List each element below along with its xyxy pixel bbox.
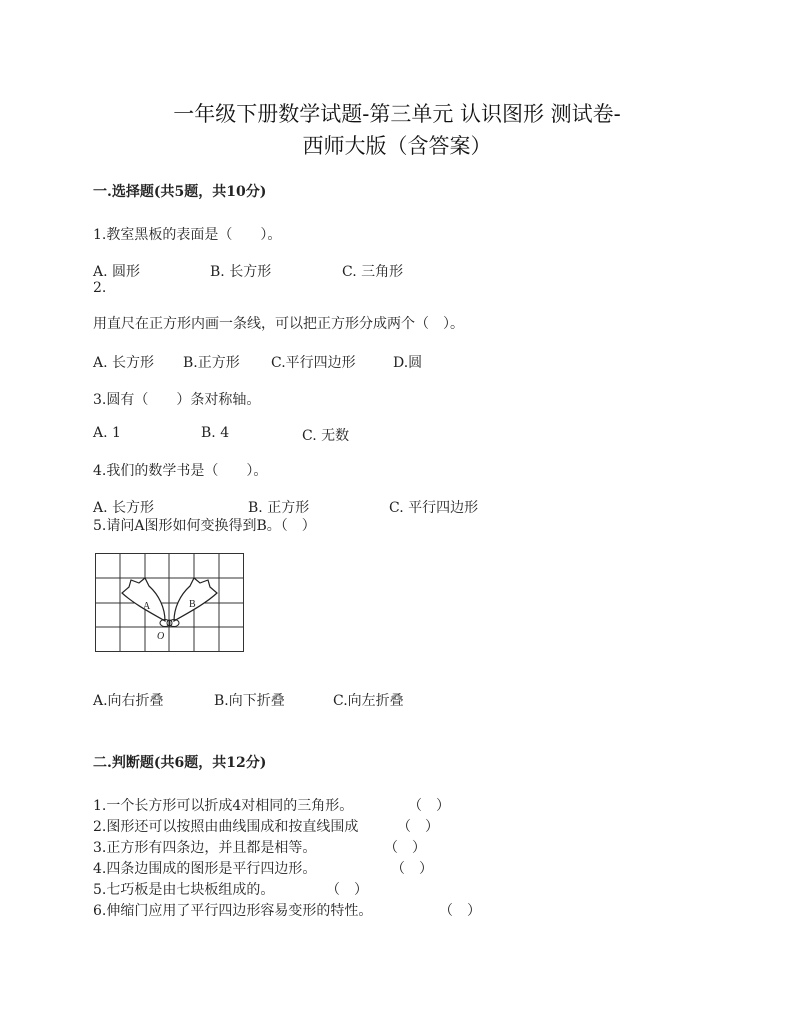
question-2-option-d: D.圆 <box>393 355 423 371</box>
question-1-option-a: A. 圆形 <box>93 264 141 280</box>
question-1-option-b: B. 长方形 <box>210 264 272 280</box>
grid-lines <box>96 554 244 652</box>
question-2-option-b: B.正方形 <box>183 355 240 371</box>
question-2-option-c: C.平行四边形 <box>271 355 356 371</box>
judge-item-3-blank: （ ） <box>384 840 426 856</box>
petal-a-shape <box>122 578 165 621</box>
question-3-stem: 3.圆有（ ）条对称轴。 <box>93 392 261 408</box>
section1-heading: 一.选择题(共5题，共10分) <box>93 184 267 200</box>
judge-item-5-text: 5.七巧板是由七块板组成的。 <box>93 882 275 898</box>
judge-item-1-blank: （ ） <box>408 798 450 814</box>
question-3-option-a: A. 1 <box>93 425 121 441</box>
section2-heading: 二.判断题(共6题，共12分) <box>93 755 267 771</box>
question-4-stem: 4.我们的数学书是（ ）。 <box>93 463 268 479</box>
question-5-option-c: C.向左折叠 <box>333 693 404 709</box>
document-title-line1: 一年级下册数学试题-第三单元 认识图形 测试卷- <box>173 102 621 126</box>
question-4-option-c: C. 平行四边形 <box>389 500 479 516</box>
question-2-option-a: A. 长方形 <box>93 355 155 371</box>
document-title-line2: 西师大版（含答案） <box>302 134 492 158</box>
question-5-option-b: B.向下折叠 <box>214 693 285 709</box>
question-4-option-b: B. 正方形 <box>248 500 310 516</box>
figure-label-o: O <box>157 631 165 642</box>
judge-item-5-blank: （ ） <box>326 882 368 898</box>
question-2-number: 2. <box>93 280 107 296</box>
question-1-stem: 1.教室黑板的表面是（ ）。 <box>93 227 282 243</box>
question-3-option-c: C. 无数 <box>302 428 350 444</box>
question-2-stem: 用直尺在正方形内画一条线，可以把正方形分成两个（ ）。 <box>93 316 464 332</box>
question-1-option-c: C. 三角形 <box>342 264 404 280</box>
question-5-stem: 5.请问A图形如何变换得到B。（ ） <box>93 518 316 534</box>
judge-item-6-text: 6.伸缩门应用了平行四边形容易变形的特性。 <box>93 903 373 919</box>
question-4-option-a: A. 长方形 <box>93 500 155 516</box>
figure-label-a: A <box>143 601 151 612</box>
judge-item-4-blank: （ ） <box>391 861 433 877</box>
fold-figure <box>95 553 245 653</box>
judge-item-6-blank: （ ） <box>439 903 481 919</box>
judge-item-3-text: 3.正方形有四条边，并且都是相等。 <box>93 840 317 856</box>
judge-item-4-text: 4.四条边围成的图形是平行四边形。 <box>93 861 317 877</box>
judge-item-2-blank: （ ） <box>397 819 439 835</box>
judge-item-2-text: 2.图形还可以按照由曲线围成和按直线围成 <box>93 819 359 835</box>
judge-item-1-text: 1.一个长方形可以折成4对相同的三角形。 <box>93 798 354 814</box>
question-3-option-b: B. 4 <box>201 425 230 441</box>
question-5-option-a: A.向右折叠 <box>93 693 164 709</box>
figure-label-b: B <box>189 599 196 610</box>
